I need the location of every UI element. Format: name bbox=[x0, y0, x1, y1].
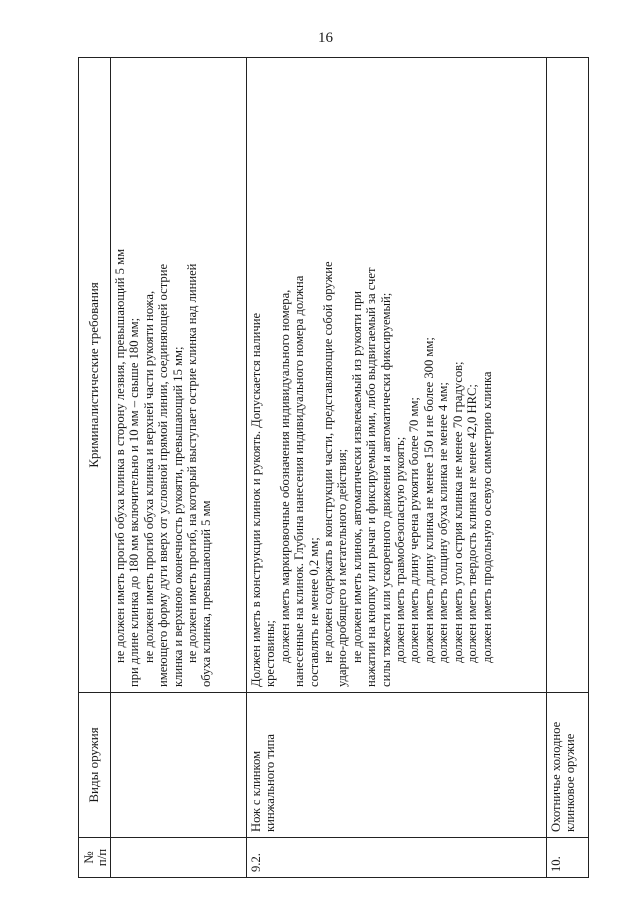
requirement-line: не должен иметь прогиб обуха клинка в сторону лезвия, превышающий 5 мм bbox=[113, 248, 127, 663]
page-number: 16 bbox=[318, 30, 333, 46]
requirement-line: не должен иметь прогиб обуха клинка и верхней части рукояти ножа, bbox=[141, 290, 156, 663]
header-number bbox=[79, 838, 111, 878]
header-weapon-type: Виды оружия bbox=[79, 693, 111, 838]
requirement-line: должен иметь твердость клинка не менее 42,0 HRC; bbox=[465, 384, 480, 663]
requirement-line: Должен иметь в конструкции клинок и рукоять. Допускается наличие bbox=[249, 312, 263, 687]
row-requirements bbox=[111, 58, 247, 693]
row-number: 9.2. bbox=[247, 838, 547, 878]
requirement-line: должен иметь маркировочные обозначения индивидуального номера, bbox=[277, 289, 292, 663]
table-row bbox=[247, 58, 547, 878]
requirement-line: должен иметь длину клинка не менее 150 и не более 300 мм; bbox=[421, 337, 436, 663]
row-number bbox=[111, 838, 247, 878]
requirement-line: нанесенные на клинок. Глубина нанесения индивидуального номера должна bbox=[292, 275, 307, 687]
row-requirements bbox=[247, 58, 547, 693]
requirement-line: силы тяжести или ускоренного движения и автоматически фиксируемый; bbox=[378, 292, 393, 687]
table-row bbox=[547, 58, 589, 878]
requirement-line: при длине клинка до 180 мм включительно и 10 мм – свыше 180 мм; bbox=[127, 317, 142, 687]
requirement-line: не должен содержать в конструкции части, представляющие собой оружие bbox=[321, 261, 336, 663]
header-number-line1: № bbox=[80, 851, 96, 864]
requirement-line: ударно-дробящего и метательного действия; bbox=[335, 448, 350, 687]
table-header-row bbox=[79, 58, 111, 878]
requirement-line: составлять не менее 0,2 мм; bbox=[306, 537, 321, 687]
table-row bbox=[111, 58, 247, 878]
requirement-line: должен иметь длину черена рукояти более 70 мм; bbox=[407, 397, 422, 663]
requirement-line: не должен иметь клинок, автоматически извлекаемый из рукояти при bbox=[349, 290, 364, 663]
requirement-line: клинка и верхнюю оконечность рукояти, превышающий 15 мм; bbox=[170, 346, 185, 687]
row-weapon bbox=[111, 693, 247, 838]
requirement-line: должен иметь травмобезопасную рукоять; bbox=[393, 436, 408, 663]
requirement-line: крестовины; bbox=[263, 620, 278, 687]
requirement-line: обуха клинка, превышающий 5 мм bbox=[199, 500, 214, 687]
row-weapon: Нож с клинком кинжального типа bbox=[247, 693, 547, 838]
requirement-line: должен иметь толщину обуха клинка не менее 4 мм; bbox=[436, 382, 451, 663]
rotated-table-container bbox=[78, 58, 592, 878]
requirement-line: должен иметь угол острия клинка не менее 70 градусов; bbox=[450, 361, 465, 663]
requirement-line: должен иметь продольную осевую симметрию клинка bbox=[479, 371, 494, 663]
header-requirements: Криминалистические требования bbox=[79, 58, 111, 693]
requirement-line: нажатии на кнопку или рычаг и фиксируемый ими, либо выдвигаемый за счет bbox=[364, 267, 379, 687]
row-weapon: Охотничье холодное клинковое оружие bbox=[547, 693, 589, 838]
requirement-line: не должен иметь прогиб, на который выступает острие клинка над линией bbox=[185, 263, 200, 663]
row-requirements bbox=[547, 58, 589, 693]
requirements-table bbox=[78, 57, 589, 878]
row-number: 10. bbox=[547, 838, 589, 878]
requirement-line: имеющего форму дуги вверх от условной прямой линии, соединяющей острие bbox=[156, 263, 171, 687]
header-number-line2: п/п bbox=[93, 848, 109, 867]
